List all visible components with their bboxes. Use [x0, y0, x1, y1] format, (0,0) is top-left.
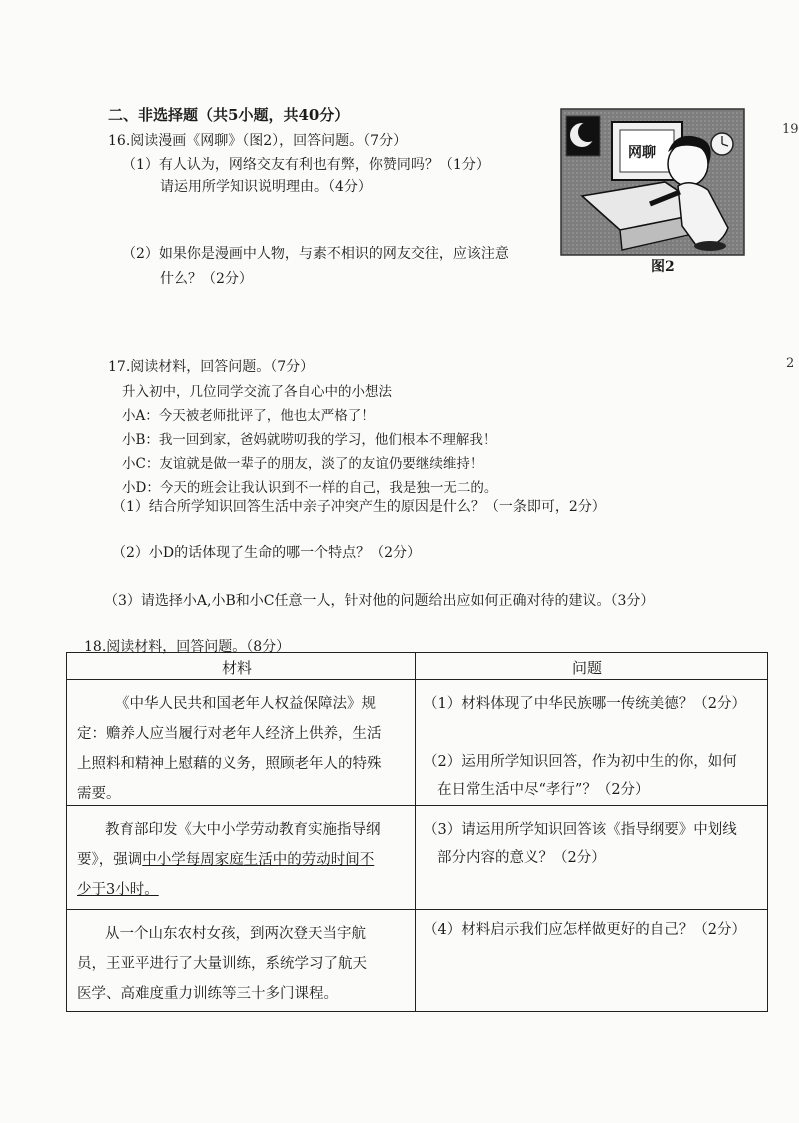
q17-intro: 升入初中，几位同学交流了各自心中的小想法 [122, 384, 392, 400]
comic-drawing [560, 108, 745, 266]
comic-illustration [560, 108, 745, 266]
comic-screen-text: 网聊 [628, 145, 656, 161]
row1-material-line: 定：赡养人应当履行对老年人经济上供养，生活 [77, 726, 382, 742]
row2-question-3-line1: （3）请运用所学知识回答该《指导纲要》中划线 [423, 822, 737, 838]
row3-question-4: （4）材料启示我们应怎样做更好的自己？（2分） [423, 922, 746, 938]
row1-question-2-line1: （2）运用所学知识回答，作为初中生的你，如何 [423, 754, 737, 770]
q17-stem: 17.阅读材料，回答问题。（7分） [108, 359, 315, 375]
row2-material-underlined: 中小学每周家庭生活中的劳动时间不 [142, 852, 375, 868]
row1-material-line: 《中华人民共和国老年人权益保障法》规 [115, 696, 376, 712]
row3-material-line: 医学、高难度重力训练等三十多门课程。 [77, 986, 338, 1002]
q17-speech-b: 小B：我一回到家，爸妈就唠叨我的学习，他们根本不理解我！ [122, 432, 497, 448]
row2-material [77, 815, 411, 905]
q18-table [66, 652, 768, 1012]
figure-caption: 图2 [651, 259, 675, 275]
q17-speech-a: 小A：今天被老师批评了，他也太严格了！ [122, 408, 375, 424]
row3-material-line: 员，王亚平进行了大量训练，系统学习了航天 [77, 956, 367, 972]
q17-speech-d: 小D：今天的班会让我认识到不一样的自己，我是独一无二的。 [122, 480, 498, 496]
row2-material-underlined-end: 少于3小时。 [77, 882, 159, 898]
q17-part2: （2）小D的话体现了生命的哪一个特点？（2分） [112, 545, 422, 561]
row3-material [77, 919, 411, 1009]
q18-stem: 18.阅读材料，回答问题。（8分） [84, 639, 291, 655]
table-column-divider [415, 653, 416, 1011]
margin-mark-mid: 2 [786, 356, 795, 371]
table-row-divider [67, 909, 767, 910]
q16-stem: 16.阅读漫画《网聊》（图2），回答问题。（7分） [108, 133, 408, 149]
row2-material-plain: 要》，强调 [77, 852, 143, 868]
q16-part2-line1: （2）如果你是漫画中人物，与素不相识的网友交往，应该注意 [122, 246, 509, 262]
row1-material-line: 需要。 [77, 786, 121, 802]
section-title: 二、非选择题（共5小题，共40分） [108, 106, 350, 124]
table-header-divider [67, 679, 767, 680]
row2-material-line2 [77, 845, 411, 875]
row1-material [77, 689, 411, 809]
row3-material-line: 从一个山东农村女孩，到两次登天当宇航 [105, 926, 366, 942]
table-header-material: 材料 [222, 659, 253, 677]
row1-question-2-line2: 在日常生活中尽“孝行”？（2分） [437, 782, 650, 798]
row2-material-line3 [77, 875, 411, 905]
row2-question-3-line2: 部分内容的意义？（2分） [437, 850, 606, 866]
q16-part2-line2: 什么？（2分） [160, 271, 253, 287]
q17-part3: （3）请选择小A,小B和小C任意一人，针对他的问题给出应如何正确对待的建议。（3分） [104, 593, 655, 609]
table-header-question: 问题 [572, 659, 603, 677]
row1-question-1: （1）材料体现了中华民族哪一传统美德？（2分） [423, 696, 746, 712]
margin-mark-top: 19 [782, 122, 799, 137]
q16-part1-line1: （1）有人认为，网络交友有利也有弊，你赞同吗？（1分） [122, 157, 490, 173]
q17-part1: （1）结合所学知识回答生活中亲子冲突产生的原因是什么？（一条即可，2分） [112, 499, 606, 515]
q16-part1-line2: 请运用所学知识说明理由。（4分） [160, 179, 372, 195]
row2-material-line1: 教育部印发《大中小学劳动教育实施指导纲 [105, 822, 381, 838]
row1-material-line: 上照料和精神上慰藉的义务，照顾老年人的特殊 [77, 756, 382, 772]
q17-speech-c: 小C：友谊就是做一辈子的朋友，淡了的友谊仍要继续维持！ [122, 456, 484, 472]
